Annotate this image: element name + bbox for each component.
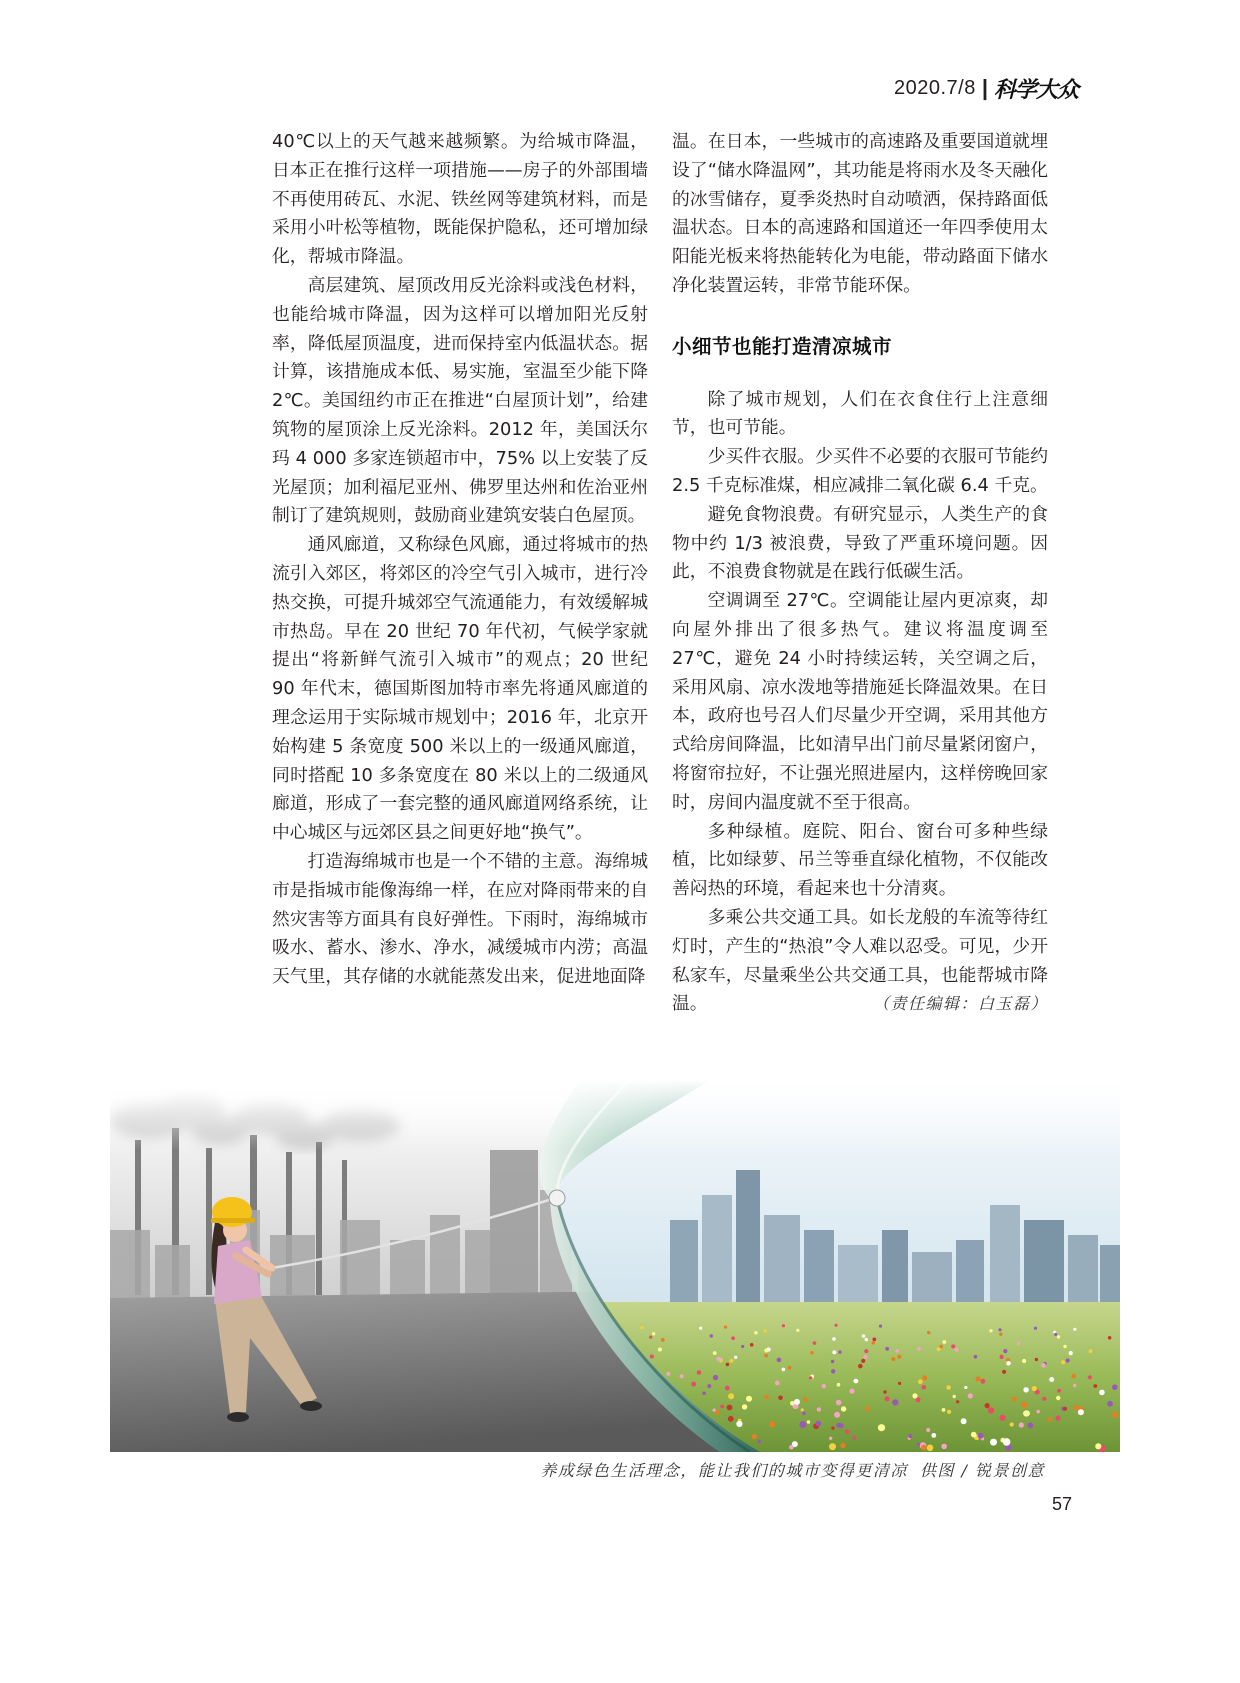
flower xyxy=(782,1368,786,1372)
flower xyxy=(713,1351,717,1355)
flower xyxy=(802,1412,806,1416)
flower xyxy=(917,1347,921,1351)
flower xyxy=(758,1440,761,1443)
flower xyxy=(1041,1363,1046,1368)
flower xyxy=(837,1383,841,1387)
flower xyxy=(942,1408,946,1412)
flower xyxy=(775,1381,780,1386)
flower xyxy=(1036,1410,1040,1414)
flower xyxy=(652,1332,655,1335)
flower xyxy=(754,1331,757,1334)
page-number: 57 xyxy=(1051,1494,1072,1514)
flower xyxy=(985,1403,990,1408)
flower xyxy=(727,1405,733,1411)
flower xyxy=(840,1443,845,1448)
flower xyxy=(807,1420,810,1423)
flower xyxy=(852,1436,856,1440)
paragraph: 避免食物浪费。有研究显示，人类生产的食物中约 1/3 被浪费，导致了严重环境问题。因此，不浪费食物就是在践行低碳生活。 xyxy=(672,503,1048,583)
flower xyxy=(1057,1389,1061,1393)
flower xyxy=(838,1350,841,1353)
flower xyxy=(1066,1358,1070,1362)
flower xyxy=(782,1324,785,1327)
flower xyxy=(1022,1359,1026,1363)
paragraph: 高层建筑、屋顶改用反光涂料或浅色材料，也能给城市降温，因为这样可以增加阳光反射率，降低屋顶温度，进而保持室内低温状态。据计算，该措施成本低、易实施，室温至少能下降 2℃。美国纽约市正在推进“白屋顶计划”，给建筑物的屋顶涂上反光涂料。2012 年，美国沃尔玛 4 000 多家连锁超市中，75% 以上安装了反光屋顶；加利福尼亚州、佛罗里达州和佐治亚州制订了建筑规则，鼓励商业建筑安装白色屋顶。 xyxy=(272,274,648,527)
flower xyxy=(946,1385,951,1390)
flower xyxy=(922,1375,927,1380)
flower xyxy=(883,1390,886,1393)
flower xyxy=(922,1385,927,1390)
flower xyxy=(734,1356,737,1359)
paragraph-last xyxy=(672,904,1048,1019)
flower xyxy=(834,1412,840,1418)
flower xyxy=(1010,1422,1014,1426)
paragraph: 温。在日本，一些城市的高速路及重要国道就埋设了“储水降温网”，其功能是将雨水及冬天融化的冰雪储存，夏季炎热时自动喷洒，保持路面低温状态。日本的高速路和国道还一年四季使用太阳能光板来将热能转化为电能，带动路面下储水净化装置运转，非常节能环保。 xyxy=(672,131,1048,296)
flower xyxy=(680,1374,684,1378)
flower xyxy=(788,1366,792,1370)
section-heading: 小细节也能打造清凉城市 xyxy=(672,334,893,358)
flower xyxy=(998,1328,1001,1331)
paragraph: 少买件衣服。少买件不必要的衣服可节能约 2.5 千克标准煤，相应减排二氧化碳 6.4 千克。 xyxy=(672,446,1048,496)
flower xyxy=(1069,1351,1073,1355)
flower xyxy=(730,1359,734,1363)
flower xyxy=(831,1360,834,1363)
flower xyxy=(918,1379,923,1384)
flower xyxy=(707,1384,711,1388)
flower xyxy=(990,1439,997,1446)
flower xyxy=(809,1376,812,1379)
flower xyxy=(1034,1327,1037,1330)
rope-knot xyxy=(549,1190,565,1206)
flower xyxy=(829,1437,832,1440)
flower xyxy=(845,1429,850,1434)
caption-text: 养成绿色生活理念，能让我们的城市变得更清凉 xyxy=(540,1461,908,1480)
flower xyxy=(999,1333,1002,1336)
flower xyxy=(725,1386,730,1391)
flower xyxy=(816,1421,822,1427)
flower xyxy=(981,1379,986,1384)
flower xyxy=(971,1432,977,1438)
flower xyxy=(691,1382,696,1387)
flower xyxy=(912,1393,917,1398)
flower xyxy=(1048,1417,1053,1422)
paragraph: 40℃以上的天气越来越频繁。为给城市降温，日本正在推行这样一项措施——房子的外部围墙不再使用砖瓦、水泥、铁丝网等建筑材料，而是采用小叶松等植物，既能保护隐私，还可增加绿化，帮城市降温。 xyxy=(272,131,648,268)
flower xyxy=(829,1443,836,1450)
flower xyxy=(849,1389,854,1394)
top-fade xyxy=(110,1080,1120,1150)
flower xyxy=(1054,1333,1057,1336)
flower xyxy=(1073,1328,1076,1331)
flower xyxy=(1088,1375,1092,1379)
flower xyxy=(1056,1396,1060,1400)
flower xyxy=(764,1354,768,1358)
flower xyxy=(861,1359,865,1363)
flower xyxy=(839,1423,844,1428)
hard-hat-brim xyxy=(211,1218,255,1223)
flower xyxy=(764,1329,767,1332)
flower xyxy=(736,1421,742,1427)
flower xyxy=(790,1401,795,1406)
flower xyxy=(831,1369,835,1373)
flower xyxy=(1006,1361,1011,1366)
flower xyxy=(872,1338,876,1342)
flower xyxy=(879,1325,882,1328)
flower xyxy=(1093,1384,1097,1388)
flower xyxy=(1073,1384,1076,1387)
flower xyxy=(953,1395,956,1398)
flower xyxy=(1023,1387,1028,1392)
flower xyxy=(728,1416,734,1422)
flower xyxy=(752,1434,757,1439)
flower xyxy=(741,1345,744,1348)
shoe xyxy=(300,1401,322,1411)
flower xyxy=(1003,1438,1011,1446)
flower xyxy=(801,1408,804,1411)
photo-credit: 供图 / 锐景创意 xyxy=(919,1461,1045,1480)
flower xyxy=(968,1393,973,1398)
flower xyxy=(1112,1412,1118,1418)
paragraph: 除了城市规划，人们在衣食住行上注意细节，也可节能。 xyxy=(672,388,1048,439)
flower xyxy=(854,1379,859,1384)
flower xyxy=(951,1344,955,1348)
flower xyxy=(724,1326,727,1329)
flower xyxy=(1089,1349,1093,1353)
flower xyxy=(799,1421,806,1428)
flower xyxy=(1021,1402,1027,1408)
flower xyxy=(1078,1409,1084,1415)
flower xyxy=(813,1341,817,1345)
flower xyxy=(1095,1443,1101,1449)
flower xyxy=(777,1358,782,1363)
flower xyxy=(942,1340,946,1344)
flower xyxy=(764,1395,769,1400)
flower xyxy=(955,1348,959,1352)
flower xyxy=(863,1355,867,1359)
flower xyxy=(974,1355,978,1359)
flower xyxy=(898,1382,901,1385)
paragraph: 打造海绵城市也是一个不错的主意。海绵城市是指城市能像海绵一样，在应对降雨带来的自然灾害等方面具有良好弹性。下雨时，海绵城市吸水、蓄水、渗水、净水，减缓城市内涝；高温天气里，其存储的水就能蒸发出来，促进地面降 xyxy=(272,850,648,988)
flower xyxy=(713,1408,716,1411)
flower xyxy=(649,1336,652,1339)
flower xyxy=(713,1375,718,1380)
flower xyxy=(1032,1386,1037,1391)
flower xyxy=(897,1355,901,1359)
flower xyxy=(658,1348,662,1352)
article-figure xyxy=(110,1080,1120,1452)
flower xyxy=(1002,1370,1006,1374)
left-text-column xyxy=(272,128,648,992)
figure-caption xyxy=(540,1458,1045,1481)
flower xyxy=(769,1421,775,1427)
flower xyxy=(858,1364,863,1369)
flower xyxy=(702,1392,706,1396)
flower xyxy=(917,1443,921,1447)
flower xyxy=(1000,1355,1004,1359)
shoe xyxy=(227,1412,249,1422)
flower xyxy=(1012,1397,1017,1402)
flower xyxy=(750,1343,754,1347)
flower xyxy=(862,1334,865,1337)
flower xyxy=(835,1324,838,1327)
paragraph-text: 多乘公共交通工具。如长龙般的车流等待红灯时，产生的“热浪”令人难以忍受。可见，少开私家车，尽量乘坐公共交通工具，也能帮城市降温。 xyxy=(672,906,1048,1015)
flower xyxy=(832,1337,836,1341)
flower xyxy=(742,1404,747,1409)
flower xyxy=(988,1407,994,1413)
flower xyxy=(1112,1384,1118,1390)
flower xyxy=(794,1399,800,1405)
flower xyxy=(1071,1374,1076,1379)
flower xyxy=(697,1370,702,1375)
flower xyxy=(941,1444,947,1450)
flower xyxy=(1023,1410,1029,1416)
flower xyxy=(978,1433,984,1439)
flower xyxy=(666,1372,670,1376)
flower xyxy=(927,1445,934,1452)
flower xyxy=(895,1349,899,1353)
paragraph: 通风廊道，又称绿色风廊，通过将城市的热流引入郊区，将郊区的冷空气引入城市，进行冷热交换，可提升城郊空气流通能力，有效缓解城市热岛。早在 20 世纪 70 年代初，气候学家就提出“将新鲜气流引入城市”的观点；20 世纪 90 年代末，德国斯图加特市率先将通风廊道的理念运用于实际城市规划中；2016 年，北京开始构建 5 条宽度 500 米以上的一级通风廊道，同时搭配 10 多条宽度在 80 米以上的二级通风廊道，形成了一套完整的通风廊道网络系统，让中心城区与远郊区县之间更好地“换气”。 xyxy=(272,534,648,844)
flower xyxy=(1027,1423,1033,1429)
flower xyxy=(832,1350,836,1354)
flower xyxy=(937,1347,941,1351)
flower xyxy=(1055,1416,1060,1421)
flower xyxy=(796,1329,799,1332)
flower xyxy=(947,1410,951,1414)
flower xyxy=(831,1426,834,1429)
flower xyxy=(956,1400,959,1403)
flower xyxy=(1035,1358,1038,1361)
paragraph: 空调调至 27℃。空调能让屋内更凉爽，却向屋外排出了很多热气。建议将温度调至 27℃，避免 24 小时持续运转，关空调之后，采用风扇、凉水泼地等措施延长降温效果。在日本，政府也号召人们尽量少开空调，采用其他方式给房间降温，比如清早出门前尽量紧闭窗户，将窗帘拉好，不让强光照进屋内，这样傍晚回家时，房间内温度就不至于很高。 xyxy=(672,590,1048,813)
flower xyxy=(764,1349,768,1353)
flower xyxy=(908,1434,912,1438)
flower xyxy=(1063,1407,1067,1411)
flower xyxy=(650,1355,654,1359)
flower xyxy=(728,1393,734,1399)
flower xyxy=(1074,1405,1079,1410)
flower xyxy=(1107,1401,1113,1407)
flower xyxy=(1003,1349,1007,1353)
flower xyxy=(885,1347,889,1351)
header-divider: | xyxy=(981,75,988,100)
right-text-column xyxy=(672,128,1048,1019)
flower xyxy=(710,1334,713,1337)
flower xyxy=(878,1424,885,1431)
flower xyxy=(1061,1360,1065,1364)
flower xyxy=(699,1327,702,1330)
flower xyxy=(1042,1397,1046,1401)
flower xyxy=(1057,1335,1060,1338)
flower xyxy=(872,1341,875,1344)
flower xyxy=(926,1428,930,1432)
flower xyxy=(884,1396,889,1401)
flower xyxy=(817,1407,821,1411)
flower xyxy=(822,1384,826,1388)
flower xyxy=(778,1396,783,1401)
flower xyxy=(1108,1336,1112,1340)
flower xyxy=(865,1338,868,1341)
flower xyxy=(1017,1342,1020,1345)
flower xyxy=(864,1349,868,1353)
flower xyxy=(810,1351,813,1354)
magazine-logo: 科学大众 xyxy=(993,76,1078,103)
flower xyxy=(865,1406,870,1411)
flower xyxy=(720,1405,724,1409)
issue-date: 2020.7/8 xyxy=(893,76,976,99)
flower xyxy=(961,1418,967,1424)
flower xyxy=(892,1399,898,1405)
flower xyxy=(891,1357,895,1361)
flower xyxy=(927,1331,930,1334)
flower xyxy=(803,1397,808,1402)
paragraph: 多种绿植。庭院、阳台、窗台可多种些绿植，比如绿萝、吊兰等垂直绿化植物，不仅能改善闷热的环境，看起来也十分清爽。 xyxy=(672,820,1048,900)
flower xyxy=(1099,1390,1105,1396)
flower xyxy=(726,1363,730,1367)
flower xyxy=(1000,1415,1006,1421)
flower xyxy=(921,1445,927,1451)
flower xyxy=(1019,1422,1024,1427)
flower xyxy=(717,1357,722,1362)
flower xyxy=(964,1386,967,1389)
flower xyxy=(931,1433,936,1438)
cover-illustration xyxy=(110,1080,1120,1452)
editor-credit: （责任编辑：白玉磊） xyxy=(872,994,1048,1014)
flower xyxy=(989,1329,992,1332)
flower xyxy=(1049,1377,1054,1382)
flower xyxy=(789,1445,794,1450)
flower xyxy=(841,1406,846,1411)
flower xyxy=(1063,1345,1066,1348)
running-header xyxy=(894,74,1078,102)
flower xyxy=(661,1338,665,1342)
flower xyxy=(731,1336,735,1340)
flower xyxy=(640,1326,643,1329)
flower xyxy=(836,1400,842,1406)
flower xyxy=(746,1396,752,1402)
flower xyxy=(975,1376,980,1381)
